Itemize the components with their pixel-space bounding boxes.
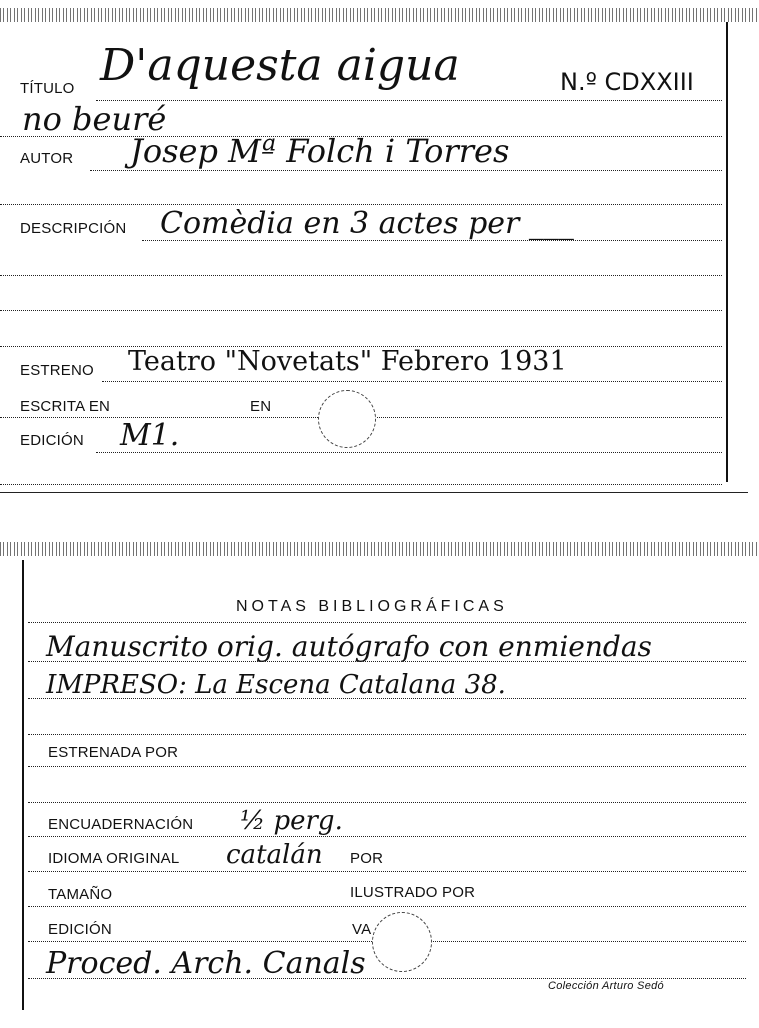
scan-noise-top: [0, 8, 759, 22]
line-encuadernacion: [28, 836, 746, 837]
line-titulo: [96, 100, 722, 101]
catalog-card-bottom: [0, 530, 759, 1028]
line-autor: [90, 170, 722, 171]
line-procedencia: [28, 978, 746, 979]
idioma-value: catalán: [226, 840, 323, 870]
va-label: VA: [352, 921, 372, 938]
punch-hole-top: [318, 390, 376, 448]
line-blank-2: [0, 275, 722, 276]
edicion-value: M1.: [120, 418, 180, 453]
line-estreno: [102, 381, 722, 382]
punch-hole-bottom: [372, 912, 432, 972]
line-descripcion: [142, 240, 722, 241]
line-blank-5: [28, 734, 746, 735]
line-idioma: [28, 871, 746, 872]
scan-noise-bottom: [0, 542, 759, 556]
descripcion-label: DESCRIPCIÓN: [20, 220, 127, 237]
line-blank-6: [28, 802, 746, 803]
descripcion-value: Comèdia en 3 actes per ___: [160, 206, 574, 241]
titulo-value: D'aquesta aigua: [100, 40, 460, 91]
notas-heading: NOTAS BIBLIOGRÁFICAS: [236, 598, 508, 615]
card-right-border: [726, 22, 728, 482]
edicion-label-bottom: EDICIÓN: [48, 921, 112, 938]
procedencia-value: Proced. Arch. Canals: [46, 946, 366, 981]
line-heading: [28, 622, 746, 623]
tamano-label: TAMAÑO: [48, 886, 113, 903]
autor-value: Josep Mª Folch i Torres: [130, 132, 510, 170]
autor-label: AUTOR: [20, 150, 74, 167]
line-nota-1: [28, 661, 746, 662]
line-tamano: [28, 906, 746, 907]
edicion-label: EDICIÓN: [20, 432, 84, 449]
line-edicion: [96, 452, 722, 453]
coleccion-footer: Colección Arturo Sedó: [548, 980, 664, 992]
titulo-label: TÍTULO: [20, 80, 75, 97]
catalog-card-top: [0, 0, 759, 495]
card-bottom-edge-top: [0, 492, 748, 493]
line-nota-2: [28, 698, 746, 699]
estreno-value: Teatro "Novetats" Febrero 1931: [128, 346, 567, 377]
encuadernacion-value: ½ perg.: [240, 806, 343, 836]
en-label: EN: [250, 398, 272, 415]
nota-1: Manuscrito orig. autógrafo con enmiendas: [46, 630, 652, 663]
ilustrado-label: ILUSTRADO POR: [350, 884, 476, 901]
estrenada-label: ESTRENADA POR: [48, 744, 179, 761]
line-blank-3: [0, 310, 722, 311]
numero-value: N.º CDXXIII: [560, 68, 694, 96]
line-estrenada: [28, 766, 746, 767]
encuadernacion-label: ENCUADERNACIÓN: [48, 816, 194, 833]
por-label: POR: [350, 850, 384, 867]
nota-2: IMPRESO: La Escena Catalana 38.: [46, 670, 506, 700]
line-bottom-top: [0, 484, 722, 485]
card-left-border: [22, 560, 24, 1010]
line-blank-1: [0, 204, 722, 205]
escrita-label: ESCRITA EN: [20, 398, 111, 415]
idioma-label: IDIOMA ORIGINAL: [48, 850, 180, 867]
titulo-value-cont: no beuré: [22, 100, 167, 138]
estreno-label: ESTRENO: [20, 362, 94, 379]
